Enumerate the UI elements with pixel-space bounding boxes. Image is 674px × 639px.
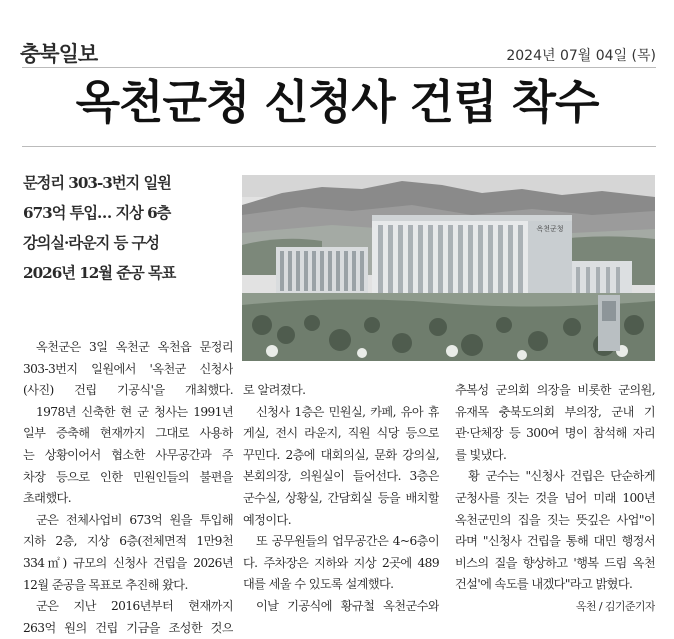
paragraph-line: 군청사를 짓는 것을 넘어 미래 100년 [455, 490, 655, 505]
paragraph-line: 차장 등으로 인한 민원인들의 불편을 [23, 469, 233, 484]
paragraph-line: 263억 원의 건립 기금을 조성한 것으 [23, 620, 233, 635]
paragraph-line: 비스의 질을 향상하고 '행복 드림 옥천 [455, 555, 655, 570]
subheadline: 문정리 303-3번지 일원 [23, 174, 171, 192]
masthead-rule [22, 67, 656, 68]
paragraph-line: 예정이다. [243, 512, 291, 527]
paragraph-line: 군은 전체사업비 673억 원을 투입해 [36, 512, 233, 527]
headline-rule [22, 146, 656, 147]
paragraph-line: 또 공무원들의 업무공간은 4~6층이 [256, 534, 439, 549]
paragraph-line: 건설'에 속도를 내겠다"라고 밝혔다. [455, 577, 633, 592]
subheadline-block [23, 168, 233, 288]
paragraph-line: 추복성 군의회 의장을 비롯한 군의원, [455, 383, 655, 397]
paragraph-line: 꾸민다. 2층에 대회의실, 문화 강의실, [243, 447, 439, 462]
paragraph-line: 옥천군민의 집을 짓는 뜻깊은 사업"이 [455, 512, 655, 527]
paragraph-line: 일부 증축해 현재까지 그대로 사용하 [23, 426, 233, 441]
article-photo [242, 175, 655, 361]
subheadline: 673억 투입… 지상 6층 [23, 204, 171, 222]
byline: 옥천 / 김기준기자 [575, 599, 655, 613]
paragraph-line: 1978년 신축한 현 군 청사는 1991년 [36, 404, 233, 419]
paragraph-line: 관·단체장 등 300여 명이 참석해 자리 [455, 426, 655, 441]
paragraph-line: 게실, 전시 라운지, 직원 식당 등으로 [243, 426, 439, 441]
paragraph-line: 는 상황이어서 협소한 사무공간과 주 [23, 447, 233, 462]
paragraph-line: 초래했다. [23, 491, 71, 506]
paragraph-line: 군수실, 상황실, 간담회실 등을 배치할 [243, 490, 439, 505]
paragraph-line: 신청사 1층은 민원실, 카페, 유아 휴 [256, 404, 439, 419]
article-column-3 [455, 380, 655, 618]
paragraph-line: 군은 지난 2016년부터 현재까지 [36, 599, 233, 614]
paragraph-line: 유재목 충북도의회 부의장, 군내 기 [455, 404, 655, 419]
article-headline: 옥천군청 신청사 건립 착수 [75, 75, 599, 129]
paragraph-line: 옥천군은 3일 옥천군 옥천읍 문정리 [36, 340, 233, 354]
building-sign: 옥천군청 [536, 225, 564, 233]
paragraph-line: 로 알려졌다. [243, 383, 306, 397]
publication-date: 2024년 07월 04일 (목) [506, 48, 656, 64]
masthead-logo: 충북일보 [20, 42, 98, 66]
paragraph-line: (사진) 건립 기공식'을 개최했다. [23, 383, 233, 398]
subheadline: 강의실·라운지 등 구성 [23, 234, 159, 252]
article-column-2 [243, 380, 439, 618]
paragraph-line: 334㎡) 규모의 신청사 건립을 2026년 [23, 555, 233, 570]
paragraph-line: 대를 세울 수 있도록 설계했다. [243, 577, 394, 592]
paragraph-line: 12월 준공을 목표로 추진해 왔다. [23, 577, 188, 592]
paragraph-line: 본회의장, 의원실이 들어선다. 3층은 [243, 469, 439, 484]
paragraph-line: 를 빛냈다. [455, 447, 507, 462]
subheadline: 2026년 12월 준공 목표 [23, 264, 176, 282]
paragraph-line: 이날 기공식에 황규철 옥천군수와 [256, 598, 439, 613]
paragraph-line: 황 군수는 "신청사 건립은 단순하게 [468, 469, 655, 484]
article-column-1 [23, 337, 233, 639]
paragraph-line: 303-3번지 일원에서 '옥천군 신청사 [23, 361, 233, 376]
paragraph-line: 라며 "신청사 건립을 통해 대민 행정서 [455, 534, 655, 549]
paragraph-line: 다. 주차장은 지하와 지상 2곳에 489 [243, 555, 439, 570]
byline-row [455, 596, 655, 618]
building-rendering-image [242, 175, 655, 361]
paragraph-line: 지하 2층, 지상 6층(전체면적 1만9천 [23, 534, 233, 549]
